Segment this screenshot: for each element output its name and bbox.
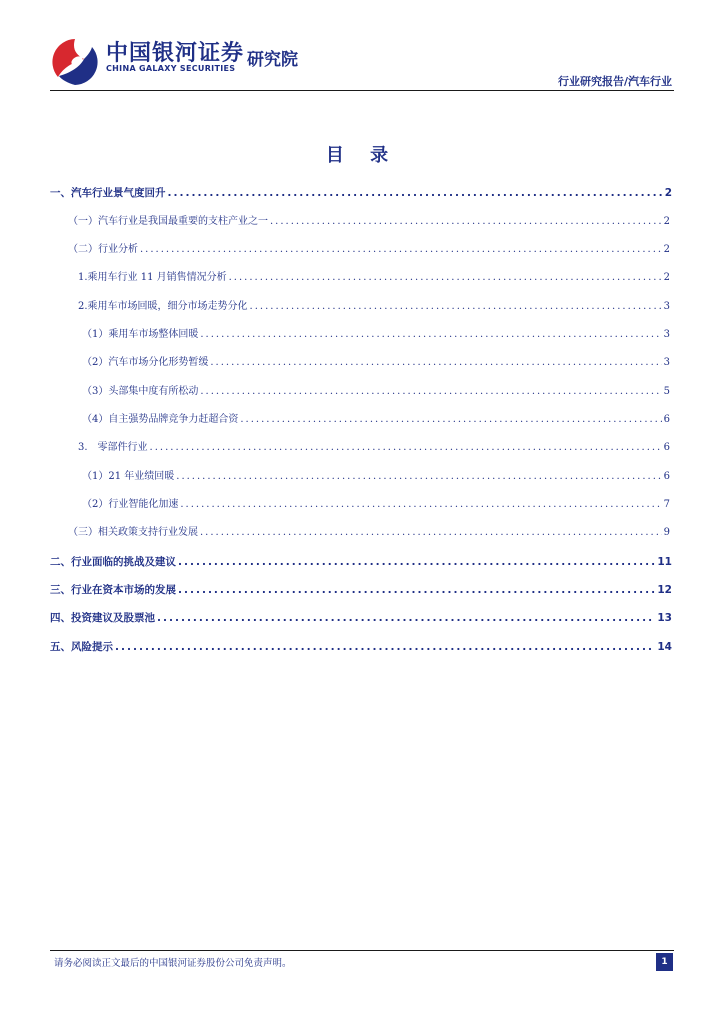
toc-entry-label: 四、投资建议及股票池 bbox=[50, 612, 155, 624]
toc-entry-label: 三、行业在资本市场的发展 bbox=[50, 584, 176, 596]
leader-dots bbox=[200, 523, 662, 543]
leader-dots bbox=[180, 495, 661, 515]
toc-entry-page: 3 bbox=[663, 357, 670, 368]
galaxy-logo-icon bbox=[50, 37, 100, 87]
leader-dots bbox=[240, 410, 661, 430]
toc-entry[interactable] bbox=[68, 240, 670, 260]
toc-entry-label: （4）自主强势品牌竞争力赶超合资 bbox=[82, 414, 239, 425]
brand-name-cn: 中国银河证券 bbox=[106, 41, 245, 66]
toc-entry-label: 1.乘用车行业 11 月销售情况分析 bbox=[78, 272, 227, 283]
toc-entry-page: 6 bbox=[663, 414, 670, 425]
leader-dots bbox=[210, 353, 661, 373]
toc-entry-label: （1）乘用车市场整体回暖 bbox=[82, 329, 199, 340]
toc-entry[interactable] bbox=[78, 438, 670, 458]
toc-entry-label: 2.乘用车市场回暖，细分市场走势分化 bbox=[78, 301, 248, 312]
toc-entry[interactable] bbox=[68, 212, 670, 232]
toc-entry[interactable] bbox=[50, 580, 672, 600]
toc-entry-page: 3 bbox=[663, 301, 670, 312]
toc-entry-page: 2 bbox=[663, 216, 670, 227]
toc-entry-page: 11 bbox=[657, 556, 672, 568]
toc-entry-page: 2 bbox=[664, 187, 672, 199]
footer-divider bbox=[50, 950, 674, 951]
toc-title: 目 录 bbox=[325, 145, 399, 166]
toc-entry-label: 五、风险提示 bbox=[50, 641, 113, 653]
toc-entry-page: 2 bbox=[663, 272, 670, 283]
institute-name: 研究院 bbox=[247, 50, 298, 70]
page-header bbox=[0, 0, 724, 95]
toc-entry[interactable] bbox=[82, 467, 670, 487]
toc-entry[interactable] bbox=[50, 183, 672, 203]
toc-entry-label: （3）头部集中度有所松动 bbox=[82, 386, 199, 397]
toc-entry[interactable] bbox=[82, 410, 670, 430]
toc-entry-page: 6 bbox=[663, 442, 670, 453]
leader-dots bbox=[115, 637, 655, 657]
toc-entry-page: 6 bbox=[663, 471, 670, 482]
toc-entry[interactable] bbox=[78, 297, 670, 317]
leader-dots bbox=[200, 382, 661, 402]
disclaimer-note: 请务必阅读正文最后的中国银河证券股份公司免责声明。 bbox=[54, 958, 292, 969]
toc-entry-label: （2）汽车市场分化形势暂缓 bbox=[82, 357, 209, 368]
toc-entry-page: 3 bbox=[663, 329, 670, 340]
toc-entry[interactable] bbox=[50, 608, 672, 628]
toc-entry[interactable] bbox=[68, 523, 670, 543]
toc-entry[interactable] bbox=[82, 325, 670, 345]
leader-dots bbox=[270, 212, 662, 232]
toc-entry[interactable] bbox=[78, 268, 670, 288]
toc-entry-label: （一）汽车行业是我国最重要的支柱产业之一 bbox=[68, 216, 268, 227]
toc-entry-page: 12 bbox=[657, 584, 672, 596]
toc-entry-label: 3. 零部件行业 bbox=[78, 442, 148, 453]
leader-dots bbox=[140, 240, 662, 260]
page-number: 1 bbox=[656, 953, 673, 971]
toc-entry[interactable] bbox=[50, 637, 672, 657]
toc-entry[interactable] bbox=[82, 495, 670, 515]
report-type: 行业研究报告/汽车行业 bbox=[557, 75, 672, 88]
toc-entry[interactable] bbox=[82, 353, 670, 373]
toc-entry-label: 二、行业面临的挑战及建议 bbox=[50, 556, 176, 568]
leader-dots bbox=[178, 552, 655, 572]
toc-entry-page: 14 bbox=[657, 641, 672, 653]
toc-entry-page: 9 bbox=[663, 527, 670, 538]
toc-entry[interactable] bbox=[50, 552, 672, 572]
leader-dots bbox=[200, 325, 661, 345]
leader-dots bbox=[157, 608, 655, 628]
leader-dots bbox=[178, 580, 655, 600]
header-divider bbox=[50, 90, 674, 91]
toc-entry-page: 7 bbox=[663, 499, 670, 510]
leader-dots bbox=[176, 467, 661, 487]
toc-entry-page: 5 bbox=[663, 386, 670, 397]
toc-entry[interactable] bbox=[82, 382, 670, 402]
toc-entry-label: （三）相关政策支持行业发展 bbox=[68, 527, 198, 538]
leader-dots bbox=[150, 438, 662, 458]
brand-name-en: CHINA GALAXY SECURITIES bbox=[106, 64, 236, 73]
toc-entry-label: 一、汽车行业景气度回升 bbox=[50, 187, 166, 199]
toc-entry-page: 2 bbox=[663, 244, 670, 255]
leader-dots bbox=[168, 183, 663, 203]
toc-entry-page: 13 bbox=[657, 612, 672, 624]
toc-entry-label: （1）21 年业绩回暖 bbox=[82, 471, 175, 482]
toc-entry-label: （二）行业分析 bbox=[68, 244, 138, 255]
toc-entry-label: （2）行业智能化加速 bbox=[82, 499, 179, 510]
leader-dots bbox=[250, 297, 662, 317]
leader-dots bbox=[229, 268, 662, 288]
